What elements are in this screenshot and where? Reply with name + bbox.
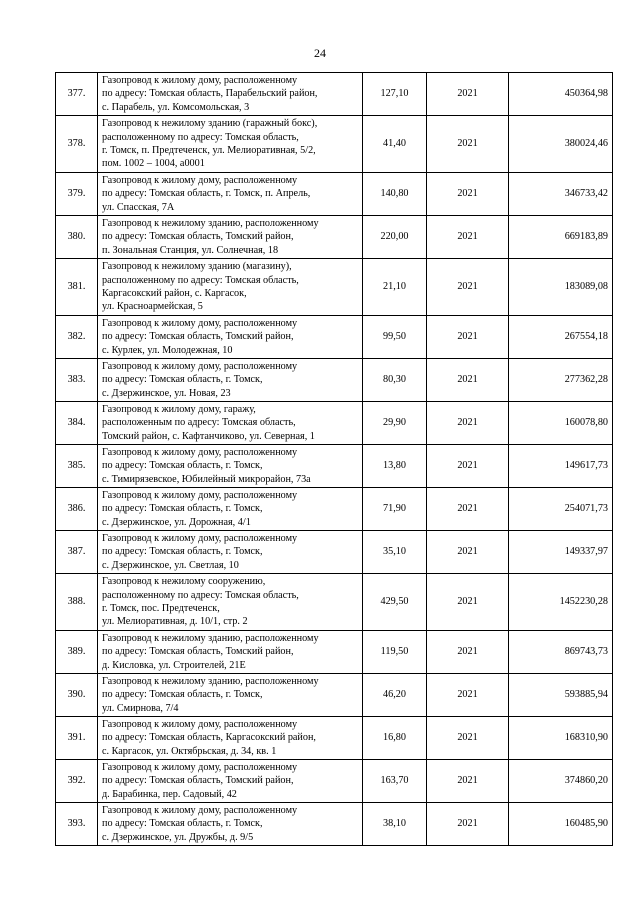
cost-value: 160078,80	[509, 402, 613, 445]
description-line: Газопровод к нежилому сооружению,	[102, 576, 266, 588]
description-line: Газопровод к нежилому зданию (магазину),	[102, 261, 292, 273]
object-description	[98, 488, 363, 531]
description-line: по адресу: Томская область, г. Томск,	[102, 374, 263, 386]
description-line: расположенному по адресу: Томская область,	[102, 131, 299, 143]
table-row	[56, 760, 613, 803]
object-description	[98, 402, 363, 445]
length-value: 140,80	[363, 173, 427, 216]
description-line: Газопровод к нежилому зданию, расположенному	[102, 217, 319, 229]
description-line: расположенному по адресу: Томская область,	[102, 589, 299, 601]
description-line: с. Каргасок, ул. Октябрьская, д. 34, кв. 1	[102, 745, 277, 757]
description-line: по адресу: Томская область, Томский район,	[102, 646, 294, 658]
object-description	[98, 674, 363, 717]
description-line: ул. Мелиоративная, д. 10/1, стр. 2	[102, 616, 248, 628]
description-line: Газопровод к жилому дому, расположенному	[102, 446, 298, 458]
table-row	[56, 488, 613, 531]
length-value: 46,20	[363, 674, 427, 717]
row-number: 388.	[56, 574, 98, 631]
row-number: 378.	[56, 116, 98, 173]
description-line: Газопровод к жилому дому, гаражу,	[102, 403, 256, 415]
cost-value: 149337,97	[509, 531, 613, 574]
description-line: с. Дзержинское, ул. Новая, 23	[102, 387, 231, 399]
description-line: расположенному по адресу: Томская область,	[102, 274, 299, 286]
description-line: Газопровод к жилому дому, расположенному	[102, 74, 298, 86]
table-row	[56, 574, 613, 631]
table-row	[56, 674, 613, 717]
length-value: 29,90	[363, 402, 427, 445]
description-line: Газопровод к нежилому зданию (гаражный бокс),	[102, 118, 318, 130]
description-line: д. Кисловка, ул. Строителей, 21Е	[102, 659, 246, 671]
page-number: 24	[314, 46, 326, 60]
cost-value: 869743,73	[509, 631, 613, 674]
description-line: по адресу: Томская область, Томский район,	[102, 775, 294, 787]
length-value: 13,80	[363, 445, 427, 488]
object-description	[98, 116, 363, 173]
row-number: 385.	[56, 445, 98, 488]
year-value: 2021	[427, 316, 509, 359]
description-line: расположенным по адресу: Томская область,	[102, 417, 296, 429]
row-number: 379.	[56, 173, 98, 216]
row-number: 383.	[56, 359, 98, 402]
table-row	[56, 316, 613, 359]
object-description	[98, 445, 363, 488]
year-value: 2021	[427, 445, 509, 488]
description-line: Газопровод к жилому дому, расположенному	[102, 317, 298, 329]
description-line: д. Барабинка, пер. Садовый, 42	[102, 788, 237, 800]
year-value: 2021	[427, 574, 509, 631]
registry-table	[55, 72, 613, 846]
row-number: 389.	[56, 631, 98, 674]
table-row	[56, 531, 613, 574]
length-value: 41,40	[363, 116, 427, 173]
description-line: по адресу: Томская область, г. Томск,	[102, 689, 263, 701]
year-value: 2021	[427, 488, 509, 531]
cost-value: 183089,08	[509, 259, 613, 316]
length-value: 35,10	[363, 531, 427, 574]
description-line: по адресу: Томская область, Томский район,	[102, 231, 294, 243]
cost-value: 593885,94	[509, 674, 613, 717]
description-line: ул. Смирнова, 7/4	[102, 702, 179, 714]
year-value: 2021	[427, 402, 509, 445]
table-row	[56, 173, 613, 216]
description-line: Газопровод к жилому дому, расположенному	[102, 532, 298, 544]
year-value: 2021	[427, 173, 509, 216]
table-row	[56, 445, 613, 488]
row-number: 384.	[56, 402, 98, 445]
description-line: Газопровод к жилому дому, расположенному	[102, 174, 298, 186]
length-value: 71,90	[363, 488, 427, 531]
cost-value: 669183,89	[509, 216, 613, 259]
description-line: с. Дзержинское, ул. Дорожная, 4/1	[102, 516, 251, 528]
cost-value: 168310,90	[509, 717, 613, 760]
description-line: г. Томск, п. Предтеченск, ул. Мелиоративная, 5/2,	[102, 145, 316, 156]
year-value: 2021	[427, 259, 509, 316]
object-description	[98, 631, 363, 674]
table-row	[56, 259, 613, 316]
length-value: 127,10	[363, 73, 427, 116]
description-line: ул. Красноармейская, 5	[102, 301, 203, 313]
description-line: Газопровод к жилому дому, расположенному	[102, 761, 298, 773]
object-description	[98, 173, 363, 216]
description-line: по адресу: Томская область, г. Томск, п. Апрель,	[102, 188, 311, 200]
description-line: по адресу: Томская область, г. Томск,	[102, 503, 263, 515]
table-row	[56, 717, 613, 760]
row-number: 391.	[56, 717, 98, 760]
description-line: Газопровод к жилому дому, расположенному	[102, 489, 298, 501]
cost-value: 254071,73	[509, 488, 613, 531]
description-line: Томский район, с. Кафтанчиково, ул. Северная, 1	[102, 430, 315, 442]
description-line: по адресу: Томская область, г. Томск,	[102, 818, 263, 830]
length-value: 220,00	[363, 216, 427, 259]
description-line: с. Тимирязевское, Юбилейный микрорайон, 73а	[102, 473, 311, 485]
row-number: 393.	[56, 803, 98, 846]
table-row	[56, 803, 613, 846]
row-number: 386.	[56, 488, 98, 531]
year-value: 2021	[427, 359, 509, 402]
description-line: пом. 1002 – 1004, а0001	[102, 158, 205, 170]
year-value: 2021	[427, 717, 509, 760]
description-line: Каргасокский район, с. Каргасок,	[102, 288, 247, 299]
length-value: 119,50	[363, 631, 427, 674]
table-row	[56, 116, 613, 173]
cost-value: 267554,18	[509, 316, 613, 359]
description-line: г. Томск, пос. Предтеченск,	[102, 603, 220, 614]
cost-value: 450364,98	[509, 73, 613, 116]
description-line: Газопровод к нежилому зданию, расположенному	[102, 632, 319, 644]
year-value: 2021	[427, 631, 509, 674]
table-row	[56, 402, 613, 445]
length-value: 16,80	[363, 717, 427, 760]
table-row	[56, 631, 613, 674]
cost-value: 277362,28	[509, 359, 613, 402]
object-description	[98, 531, 363, 574]
year-value: 2021	[427, 216, 509, 259]
year-value: 2021	[427, 116, 509, 173]
year-value: 2021	[427, 73, 509, 116]
cost-value: 380024,46	[509, 116, 613, 173]
description-line: ул. Спасская, 7А	[102, 201, 175, 213]
object-description	[98, 574, 363, 631]
table-row	[56, 359, 613, 402]
description-line: по адресу: Томская область, Каргасокский район,	[102, 732, 316, 744]
length-value: 21,10	[363, 259, 427, 316]
object-description	[98, 803, 363, 846]
object-description	[98, 359, 363, 402]
description-line: по адресу: Томская область, г. Томск,	[102, 546, 263, 558]
description-line: п. Зональная Станция, ул. Солнечная, 18	[102, 244, 279, 256]
length-value: 38,10	[363, 803, 427, 846]
registry-table-body	[56, 73, 613, 846]
cost-value: 1452230,28	[509, 574, 613, 631]
year-value: 2021	[427, 760, 509, 803]
row-number: 381.	[56, 259, 98, 316]
row-number: 390.	[56, 674, 98, 717]
object-description	[98, 760, 363, 803]
object-description	[98, 216, 363, 259]
table-row	[56, 73, 613, 116]
description-line: Газопровод к жилому дому, расположенному	[102, 718, 298, 730]
year-value: 2021	[427, 803, 509, 846]
row-number: 392.	[56, 760, 98, 803]
cost-value: 374860,20	[509, 760, 613, 803]
description-line: по адресу: Томская область, Томский район,	[102, 331, 294, 343]
description-line: Газопровод к жилому дому, расположенному	[102, 360, 298, 372]
cost-value: 160485,90	[509, 803, 613, 846]
year-value: 2021	[427, 674, 509, 717]
description-line: с. Парабель, ул. Комсомольская, 3	[102, 101, 250, 113]
description-line: с. Курлек, ул. Молодежная, 10	[102, 344, 233, 356]
object-description	[98, 73, 363, 116]
table-row	[56, 216, 613, 259]
object-description	[98, 717, 363, 760]
length-value: 80,30	[363, 359, 427, 402]
description-line: с. Дзержинское, ул. Дружбы, д. 9/5	[102, 831, 254, 843]
row-number: 377.	[56, 73, 98, 116]
length-value: 163,70	[363, 760, 427, 803]
row-number: 382.	[56, 316, 98, 359]
year-value: 2021	[427, 531, 509, 574]
row-number: 387.	[56, 531, 98, 574]
description-line: по адресу: Томская область, Парабельский район,	[102, 88, 318, 100]
cost-value: 149617,73	[509, 445, 613, 488]
description-line: с. Дзержинское, ул. Светлая, 10	[102, 559, 239, 571]
length-value: 429,50	[363, 574, 427, 631]
cost-value: 346733,42	[509, 173, 613, 216]
object-description	[98, 316, 363, 359]
description-line: Газопровод к нежилому зданию, расположенному	[102, 675, 319, 687]
description-line: по адресу: Томская область, г. Томск,	[102, 460, 263, 472]
object-description	[98, 259, 363, 316]
description-line: Газопровод к жилому дому, расположенному	[102, 804, 298, 816]
length-value: 99,50	[363, 316, 427, 359]
row-number: 380.	[56, 216, 98, 259]
